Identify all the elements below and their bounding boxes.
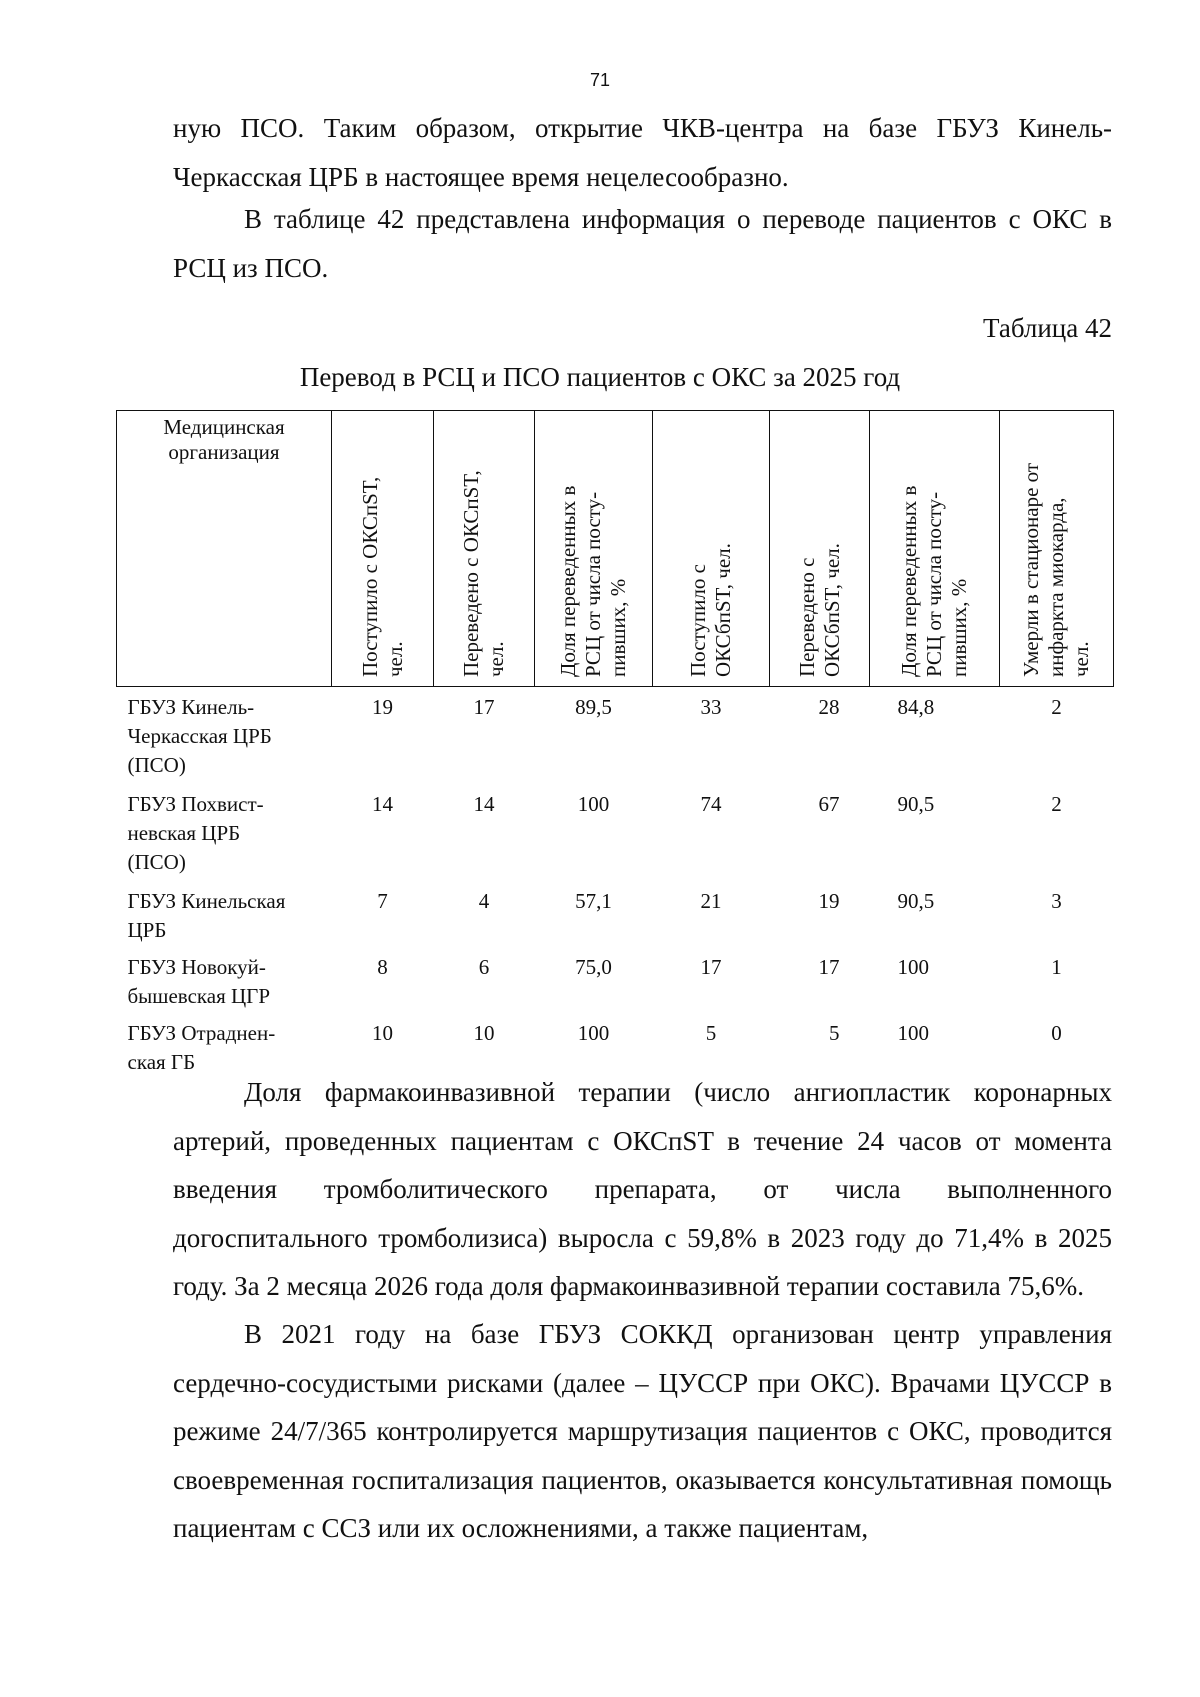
header-label-vertical: Доля переведенных в РСЦ от числа посту- пивших, % (556, 485, 630, 677)
table-header-row (117, 411, 1114, 687)
value-cell: 4 (478, 889, 490, 913)
value-cell: 90,5 (897, 889, 935, 913)
header-cell (653, 411, 770, 687)
value-cell: 84,8 (897, 695, 935, 719)
data-table (116, 410, 1114, 1079)
table-label: Таблица 42 (983, 313, 1112, 343)
paragraph-intro-1: ную ПСО. Таким образом, открытие ЧКВ-центра на базе ГБУЗ Кинель-Черкасская ЦРБ в настоящее время нецелесообразно. (173, 113, 1112, 192)
value-cell: 100 (577, 1021, 610, 1045)
paragraph-pharmacoinvasive: Доля фармакоинвазивной терапии (число ангиопластик коронарных артерий, проведенных пациентам с ОКСпST в течение 24 часов от момента введения тромболитического препарата, от числа выполненного догоспитального тромболизиса) выросла с 59,8% в 2023 году до 71,4% в 2025 году. За 2 месяца 2026 года доля фармакоинвазивной терапии составила 75,6%. (173, 1077, 1112, 1301)
value-cell: 33 (700, 695, 722, 719)
header-label-vertical: Поступило с ОКСпST, чел. (357, 476, 407, 677)
header-cell (770, 411, 870, 687)
value-cell: 5 (705, 1021, 717, 1045)
value-cell: 2 (1051, 792, 1062, 816)
table-row (117, 784, 1114, 881)
header-label-line: организация (168, 440, 280, 464)
header-label-line: Медицинская (163, 415, 285, 439)
header-cell (332, 411, 434, 687)
org-cell: ГБУЗ Новокуй- бышевская ЦГР (127, 955, 270, 1008)
table-title: Перевод в РСЦ и ПСО пациентов с ОКС за 2025 год (299, 362, 901, 392)
value-cell: 14 (372, 792, 393, 816)
value-cell: 100 (897, 955, 929, 979)
paragraph-intro-2: В таблице 42 представлена информация о переводе пациентов с ОКС в РСЦ из ПСО. (173, 204, 1112, 283)
value-cell: 28 (818, 695, 840, 719)
value-cell: 17 (700, 955, 722, 979)
value-cell: 19 (372, 695, 393, 719)
header-cell (535, 411, 653, 687)
value-cell: 100 (577, 792, 610, 816)
header-label-vertical: Переведено с ОКСпST, чел. (459, 470, 508, 677)
header-label-vertical: Доля переведенных в РСЦ от числа посту- пивших, % (897, 485, 971, 677)
header-cell (1000, 411, 1114, 687)
value-cell: 100 (897, 1021, 929, 1045)
value-cell: 74 (700, 792, 722, 816)
value-cell: 17 (818, 955, 840, 979)
header-cell (870, 411, 1000, 687)
header-label-vertical: Поступило с ОКСбпST, чел. (686, 543, 735, 677)
value-cell: 6 (478, 955, 490, 979)
org-cell: ГБУЗ Отраднен- ская ГБ (127, 1021, 276, 1074)
table-row (117, 881, 1114, 947)
value-cell: 89,5 (575, 695, 612, 719)
value-cell: 0 (1051, 1021, 1062, 1045)
table-body (117, 687, 1114, 1080)
header-cell (117, 411, 332, 687)
value-cell: 67 (818, 792, 840, 816)
value-cell: 10 (372, 1021, 393, 1045)
table-row (117, 687, 1114, 785)
header-label-vertical: Умерли в стационаре от инфаркта миокарда, чел. (1019, 462, 1093, 677)
value-cell: 14 (473, 792, 495, 816)
value-cell: 90,5 (897, 792, 935, 816)
value-cell: 19 (818, 889, 840, 913)
org-cell: ГБУЗ Кинельская ЦРБ (127, 889, 286, 942)
org-cell: ГБУЗ Кинель- Черкасская ЦРБ (ПСО) (127, 695, 272, 777)
value-cell: 57,1 (575, 889, 612, 913)
value-cell: 1 (1051, 955, 1062, 979)
value-cell: 8 (377, 955, 388, 979)
page-number: 71 (589, 70, 611, 90)
table-row (117, 947, 1114, 1013)
value-cell: 3 (1051, 889, 1062, 913)
header-cell (434, 411, 535, 687)
value-cell: 2 (1051, 695, 1062, 719)
paragraph-cussr: В 2021 году на базе ГБУЗ СОККД организован центр управления сердечно-сосудистыми рисками (далее – ЦУССР при ОКС). Врачами ЦУССР в режиме 24/7/365 контролируется маршрутизация пациентов с ОКС, проводится своевременная госпитализация пациентов, оказывается консультативная помощь пациентам с ССЗ или их осложнениями, а также пациентам, (173, 1319, 1112, 1543)
value-cell: 10 (473, 1021, 495, 1045)
value-cell: 5 (829, 1021, 840, 1045)
value-cell: 17 (473, 695, 495, 719)
value-cell: 7 (377, 889, 388, 913)
header-label-vertical: Переведено с ОКСбпST, чел. (794, 543, 844, 677)
org-cell: ГБУЗ Похвист- невская ЦРБ (ПСО) (127, 792, 264, 874)
value-cell: 75,0 (575, 955, 612, 979)
value-cell: 21 (700, 889, 722, 913)
